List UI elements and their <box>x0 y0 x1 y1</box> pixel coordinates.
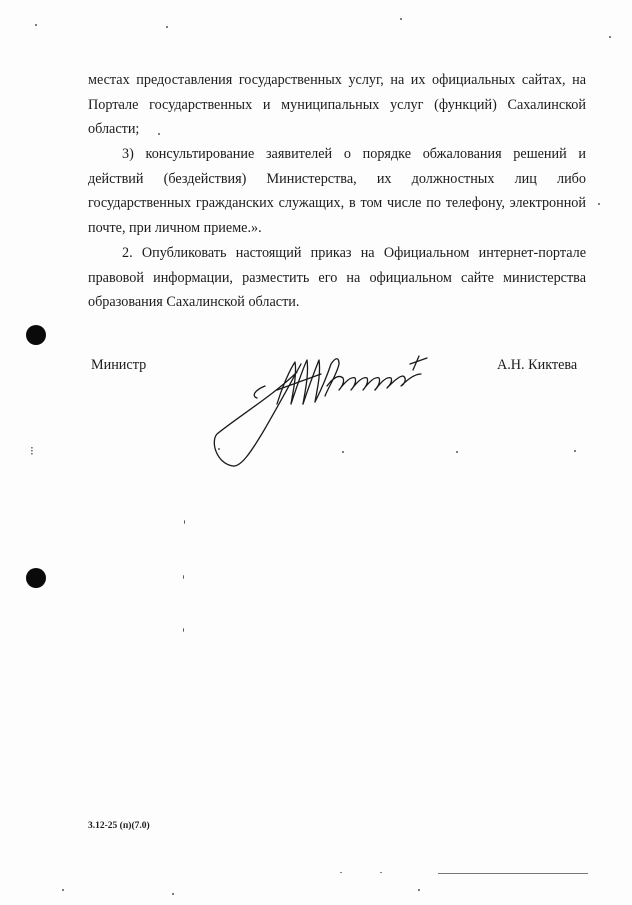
scan-speck <box>184 520 185 524</box>
paragraph-item-3 <box>88 142 586 240</box>
paragraph-text: местах предоставления государственных услуг, на их официальных сайтах, на Портале государственных и муниципальных услуг (функций) Сахалинской области; <box>88 72 586 138</box>
scan-speck <box>609 36 611 38</box>
signatory-name: А.Н. Киктева <box>497 357 578 373</box>
scan-speck <box>598 203 600 205</box>
scan-speck <box>172 893 174 895</box>
scan-speck <box>183 575 184 579</box>
scan-speck <box>340 872 342 873</box>
scan-speck <box>62 889 64 891</box>
paragraph-continuation <box>88 68 586 142</box>
paragraph-text: 2. Опубликовать настоящий приказ на Официальном интернет-портале правовой информации, разместить его на официальном сайте министерства образования Сахалинской области. <box>88 245 586 311</box>
paragraph-item-2-publish <box>88 241 586 315</box>
scan-speck <box>574 450 576 452</box>
scan-speck <box>380 872 382 873</box>
scan-speck <box>35 24 37 26</box>
punch-hole-top <box>26 325 46 345</box>
signatory-title: Министр <box>91 357 147 373</box>
scan-speck <box>166 26 168 28</box>
scan-speck <box>418 889 420 891</box>
margin-scribble-mark: ⁝ <box>30 444 34 458</box>
punch-hole-bottom <box>26 568 46 588</box>
scan-speck <box>400 18 402 20</box>
scan-speck <box>183 628 184 632</box>
paragraph-text: 3) консультирование заявителей о порядке обжалования решений и действий (бездействия) Министерства, их должностных лиц либо государственных гражданских служащих, в том числе по телефону, электронной почте, при личном приеме.». <box>88 146 586 236</box>
handwritten-signature <box>205 334 445 474</box>
footer-scan-line <box>438 873 588 874</box>
document-footer-code: 3.12-25 (п)(7.0) <box>88 821 150 831</box>
scan-speck <box>456 451 458 453</box>
